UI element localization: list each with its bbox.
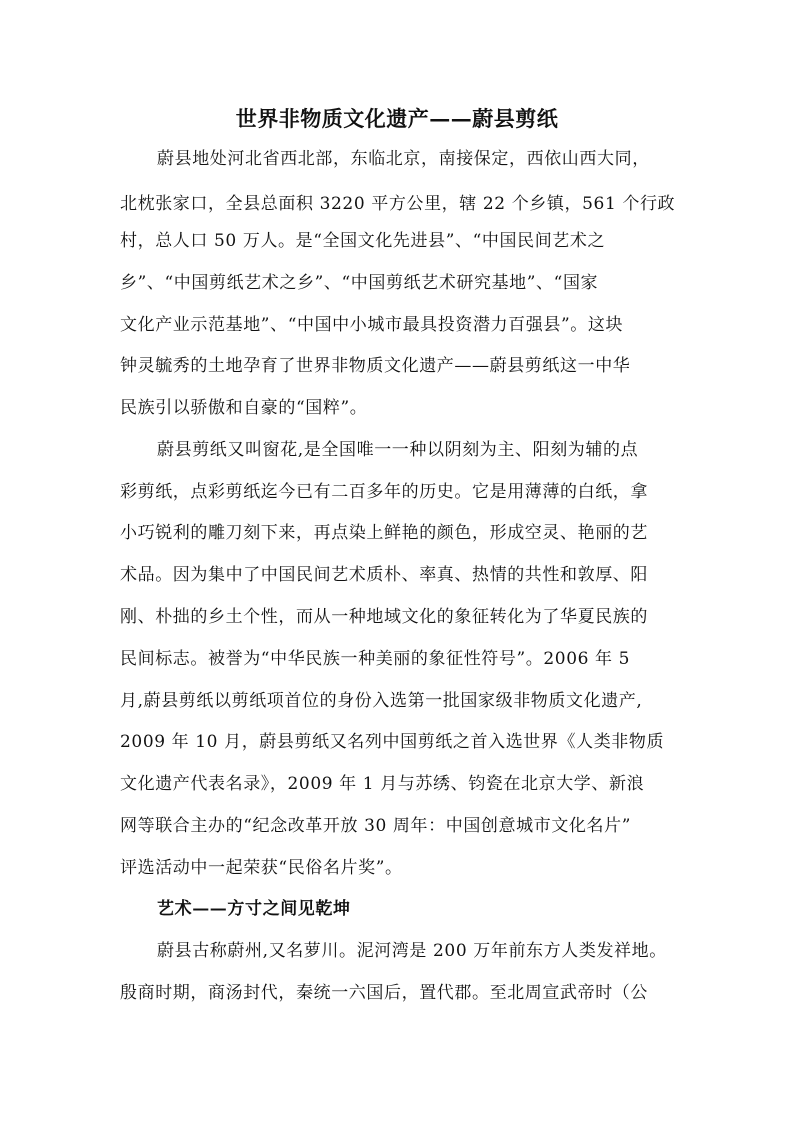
paragraph-1-line-7: 民族引以骄傲和自豪的“国粹”。 <box>120 398 368 418</box>
paragraph-2-line-8: 2009 年 10 月，蔚县剪纸又名列中国剪纸之首入选世界《人类非物质 <box>120 732 665 752</box>
paragraph-2-line-5: 刚、朴拙的乡土个性，而从一种地域文化的象征转化为了华夏民族的 <box>120 607 648 627</box>
paragraph-1-line-3: 村，总人口 50 万人。是“全国文化先进县”、“中国民间艺术之 <box>120 231 606 251</box>
paragraph-2-line-6: 民间标志。被誉为“中华民族一种美丽的象征性符号”。2006 年 5 <box>120 649 631 669</box>
paragraph-1-line-6: 钟灵毓秀的土地孕育了世界非物质文化遗产——蔚县剪纸这一中华 <box>120 356 631 376</box>
paragraph-1-line-2: 北枕张家口，全县总面积 3220 平方公里，辖 22 个乡镇，561 个行政 <box>120 194 676 214</box>
section-heading: 艺术——方寸之间见乾坤 <box>157 899 351 919</box>
paragraph-1-line-1: 蔚县地处河北省西北部，东临北京，南接保定，西依山西大同， <box>157 149 650 169</box>
paragraph-3-line-2: 殷商时期，商汤封代，秦统一六国后，置代郡。至北周宣武帝时（公 <box>120 983 648 1003</box>
paragraph-1-line-5: 文化产业示范基地”、“中国中小城市最具投资潜力百强县”。这块 <box>120 315 624 335</box>
paragraph-2-line-10: 网等联合主办的“纪念改革开放 30 周年：中国创意城市文化名片” <box>120 816 632 836</box>
document-title: 世界非物质文化遗产——蔚县剪纸 <box>235 106 559 131</box>
paragraph-2-line-9: 文化遗产代表名录》，2009 年 1 月与苏绣、钧瓷在北京大学、新浪 <box>120 774 645 794</box>
paragraph-1-line-4: 乡”、“中国剪纸艺术之乡”、“中国剪纸艺术研究基地”、“国家 <box>120 273 599 293</box>
paragraph-2-line-2: 彩剪纸，点彩剪纸迄今已有二百多年的历史。它是用薄薄的白纸，拿 <box>120 482 648 502</box>
paragraph-2-line-1: 蔚县剪纸又叫窗花,是全国唯一一种以阴刻为主、阳刻为辅的点 <box>157 440 639 460</box>
paragraph-2-line-4: 术品。因为集中了中国民间艺术质朴、率真、热情的共性和敦厚、阳 <box>120 565 648 585</box>
paragraph-2-line-11: 评选活动中一起荣获“民俗名片奖”。 <box>120 858 403 878</box>
paragraph-2-line-3: 小巧锐利的雕刀刻下来，再点染上鲜艳的颜色，形成空灵、艳丽的艺 <box>120 523 648 543</box>
paragraph-2-line-7: 月,蔚县剪纸以剪纸项首位的身份入选第一批国家级非物质文化遗产, <box>120 691 643 711</box>
paragraph-3-line-1: 蔚县古称蔚州,又名萝川。泥河湾是 200 万年前东方人类发祥地。 <box>157 941 667 961</box>
